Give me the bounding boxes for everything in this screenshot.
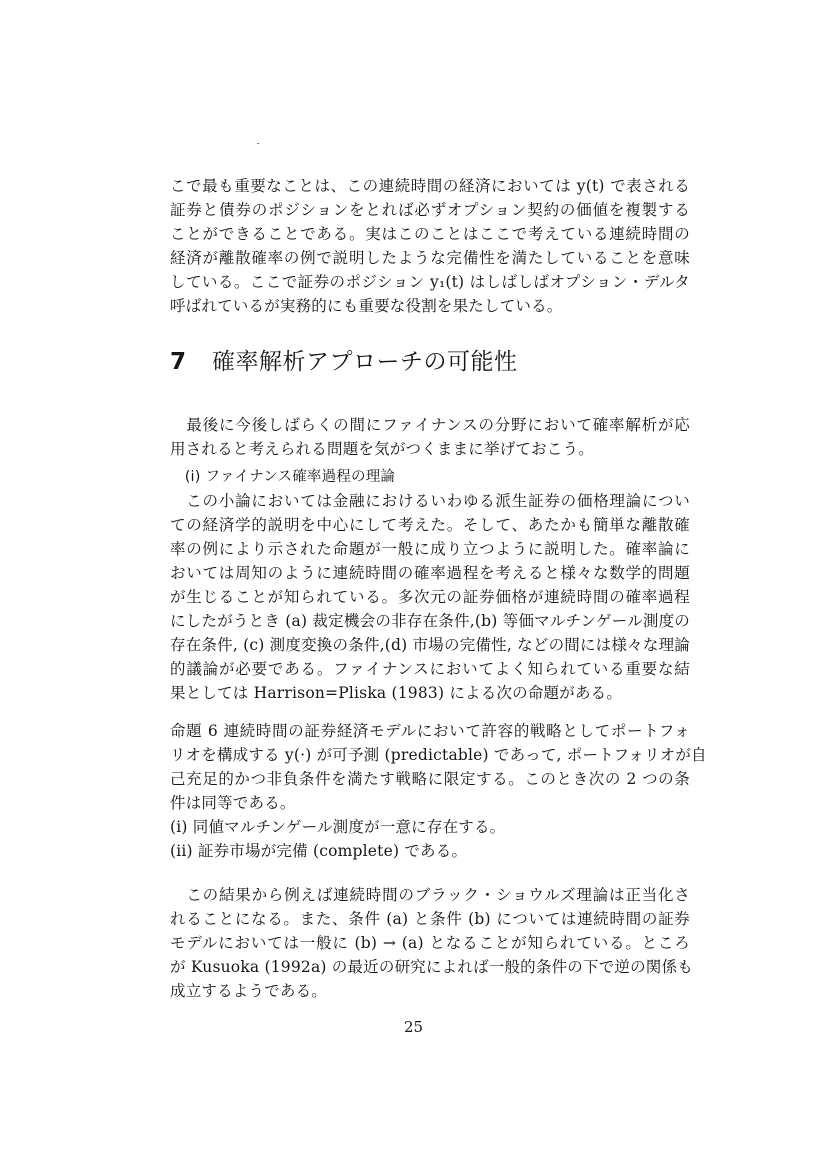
text-line: している。ここで証券のポジション y₁(t) はしばしばオプション・デルタ (170, 273, 690, 291)
text-line: にしたがうとき (a) 裁定機会の非存在条件,(b) 等価マルチンゲール測度の (170, 612, 690, 630)
text-line: 存在条件, (c) 測度変換の条件,(d) 市場の完備性, などの間には様々な理論 (170, 636, 690, 654)
text-line: が Kusuoka (1992a) の最近の研究によれば一般的条件の下で逆の関係も (170, 958, 693, 976)
proposition-line: 件は同等である。 (170, 794, 296, 812)
section-title: 確率解析アプローチの可能性 (212, 349, 518, 375)
text-line: 果としては Harrison=Pliska (1983) による次の命題がある。 (170, 684, 623, 702)
proposition-line: 己充足的かつ非負条件を満たす戦略に限定する。このとき次の 2 つの条 (170, 770, 690, 788)
section-heading (170, 343, 518, 376)
subsection-title: (i) ファイナンス確率過程の理論 (170, 469, 396, 485)
text-line: ての経済学的説明を中心にして考えた。そして、あたかも簡単な離散確 (170, 516, 690, 534)
text-line: 用されると考えられる問題を気がつくままに挙げておこう。 (170, 440, 594, 458)
text-line: 率の例により示された命題が一般に成り立つように説明した。確率論に (170, 540, 690, 558)
proposition-line: (ii) 証券市場が完備 (complete) である。 (170, 842, 468, 860)
proposition-line: リオを構成する y(·) が可予測 (predictable) であって, ポートフォリオが自 (170, 746, 707, 764)
text-line: が生じることが知られている。多次元の証券価格が連続時間の確率過程 (170, 588, 690, 606)
text-line: この結果から例えば連続時間のブラック・ショウルズ理論は正当化さ (170, 886, 690, 904)
text-line: ことができることである。実はこのことはここで考えている連続時間の (170, 225, 690, 243)
proposition-line: 命題 6 連続時間の証券経済モデルにおいて許容的戦略としてポートフォ (170, 722, 690, 740)
text-line: モデルにおいては一般に (b) → (a) となることが知られている。ところ (170, 934, 690, 952)
text-line: こで最も重要なことは、この連続時間の経済においては y(t) で表される (170, 177, 690, 195)
section-number: 7 (170, 349, 187, 375)
scan-speck (257, 143, 259, 144)
text-line: 証券と債券のポジションをとれば必ずオプション契約の価値を複製する (170, 201, 690, 219)
text-line: 的議論が必要である。ファイナンスにおいてよく知られている重要な結 (170, 660, 690, 678)
text-line: 呼ばれているが実務的にも重要な役割を果たしている。 (170, 297, 563, 315)
text-line: おいては周知のように連続時間の確率過程を考えると様々な数学的問題 (170, 564, 690, 582)
page-number: 25 (403, 1018, 424, 1036)
text-line: 成立するようである。 (170, 982, 328, 1000)
proposition-line: (i) 同値マルチンゲール測度が一意に存在する。 (170, 818, 506, 836)
text-line: 経済が離散確率の例で説明したような完備性を満たしていることを意味 (170, 249, 690, 267)
text-line: 最後に今後しばらくの間にファイナンスの分野において確率解析が応 (170, 416, 690, 434)
text-line: れることになる。また、条件 (a) と条件 (b) については連続時間の証券 (170, 910, 690, 928)
text-line: この小論においては金融におけるいわゆる派生証券の価格理論につい (170, 492, 690, 510)
